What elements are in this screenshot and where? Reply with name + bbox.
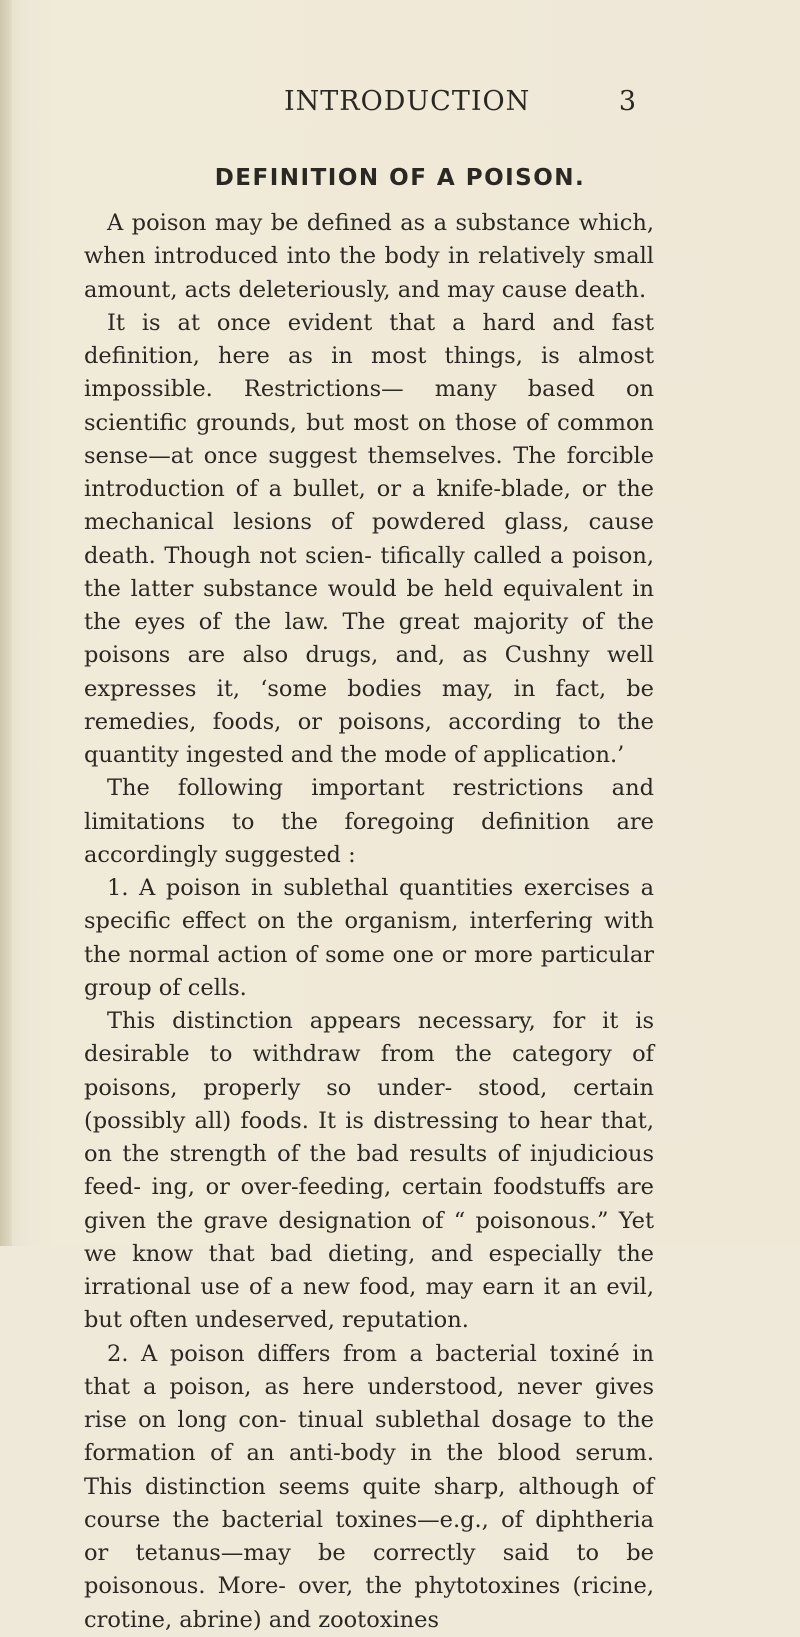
paragraph-point-one: 1. A poison in sublethal quantities exercises a specific effect on the organism, interfering with the normal action of some one or more particular group of cells. — [84, 875, 654, 1001]
paragraph-suggested-limitations: The following important restrictions and limitations to the foregoing definition are accordingly suggested : — [84, 775, 654, 868]
paragraph-restrictions: It is at once evident that a hard and fast definition, here as in most things, is almost impossible. Restrictions— many based on scientific grounds, but most on those of common sense—at once suggest themselves. The forcible introduction of a bullet, or a knife-blade, or the mechanical lesions of powdered glass, cause death. Though not scien- tifically called a poison, the latter substance would be held equivalent in the eyes of the law. The great majority of the poisons are also drugs, and, as Cushny well expresses it, ‘some bodies may, in fact, be remedies, foods, or poisons, according to the quantity ingested and the mode of application.’ — [84, 309, 654, 768]
page-number: 3 — [618, 86, 636, 117]
paragraph-point-two: 2. A poison differs from a bacterial toxiné in that a poison, as here understood, never gives rise on long con- tinual sublethal dosage to the formation of an anti-body in the blood serum. This distinction seems quite sharp, although of course the bacterial toxines—e.g., of diphtheria or tetanus—may be correctly said to be poisonous. More- over, the phytotoxines (ricine, crotine, abrine) and zootoxines — [84, 1340, 654, 1633]
page-spine-edge — [0, 0, 12, 1246]
paragraph-foods-distinction: This distinction appears necessary, for it is desirable to withdraw from the category of poisons, properly so under- stood, certain (possibly all) foods. It is distressing to hear that, on the strength of the bad results of injudicious feed- ing, or over-feeding, certain foodstuffs are given the grave designation of “ poisonous.” Yet we know that bad dieting, and especially the irrational use of a new food, may earn it an evil, but often undeserved, reputation. — [84, 1008, 654, 1334]
section-title: DEFINITION OF A POISON. — [214, 165, 586, 191]
running-head-title: INTRODUCTION — [284, 86, 531, 117]
body-text — [84, 207, 654, 1637]
running-head — [284, 84, 636, 120]
paragraph-definition: A poison may be defined as a substance which, when introduced into the body in relatively small amount, acts deleteriously, and may cause death. — [84, 210, 654, 303]
